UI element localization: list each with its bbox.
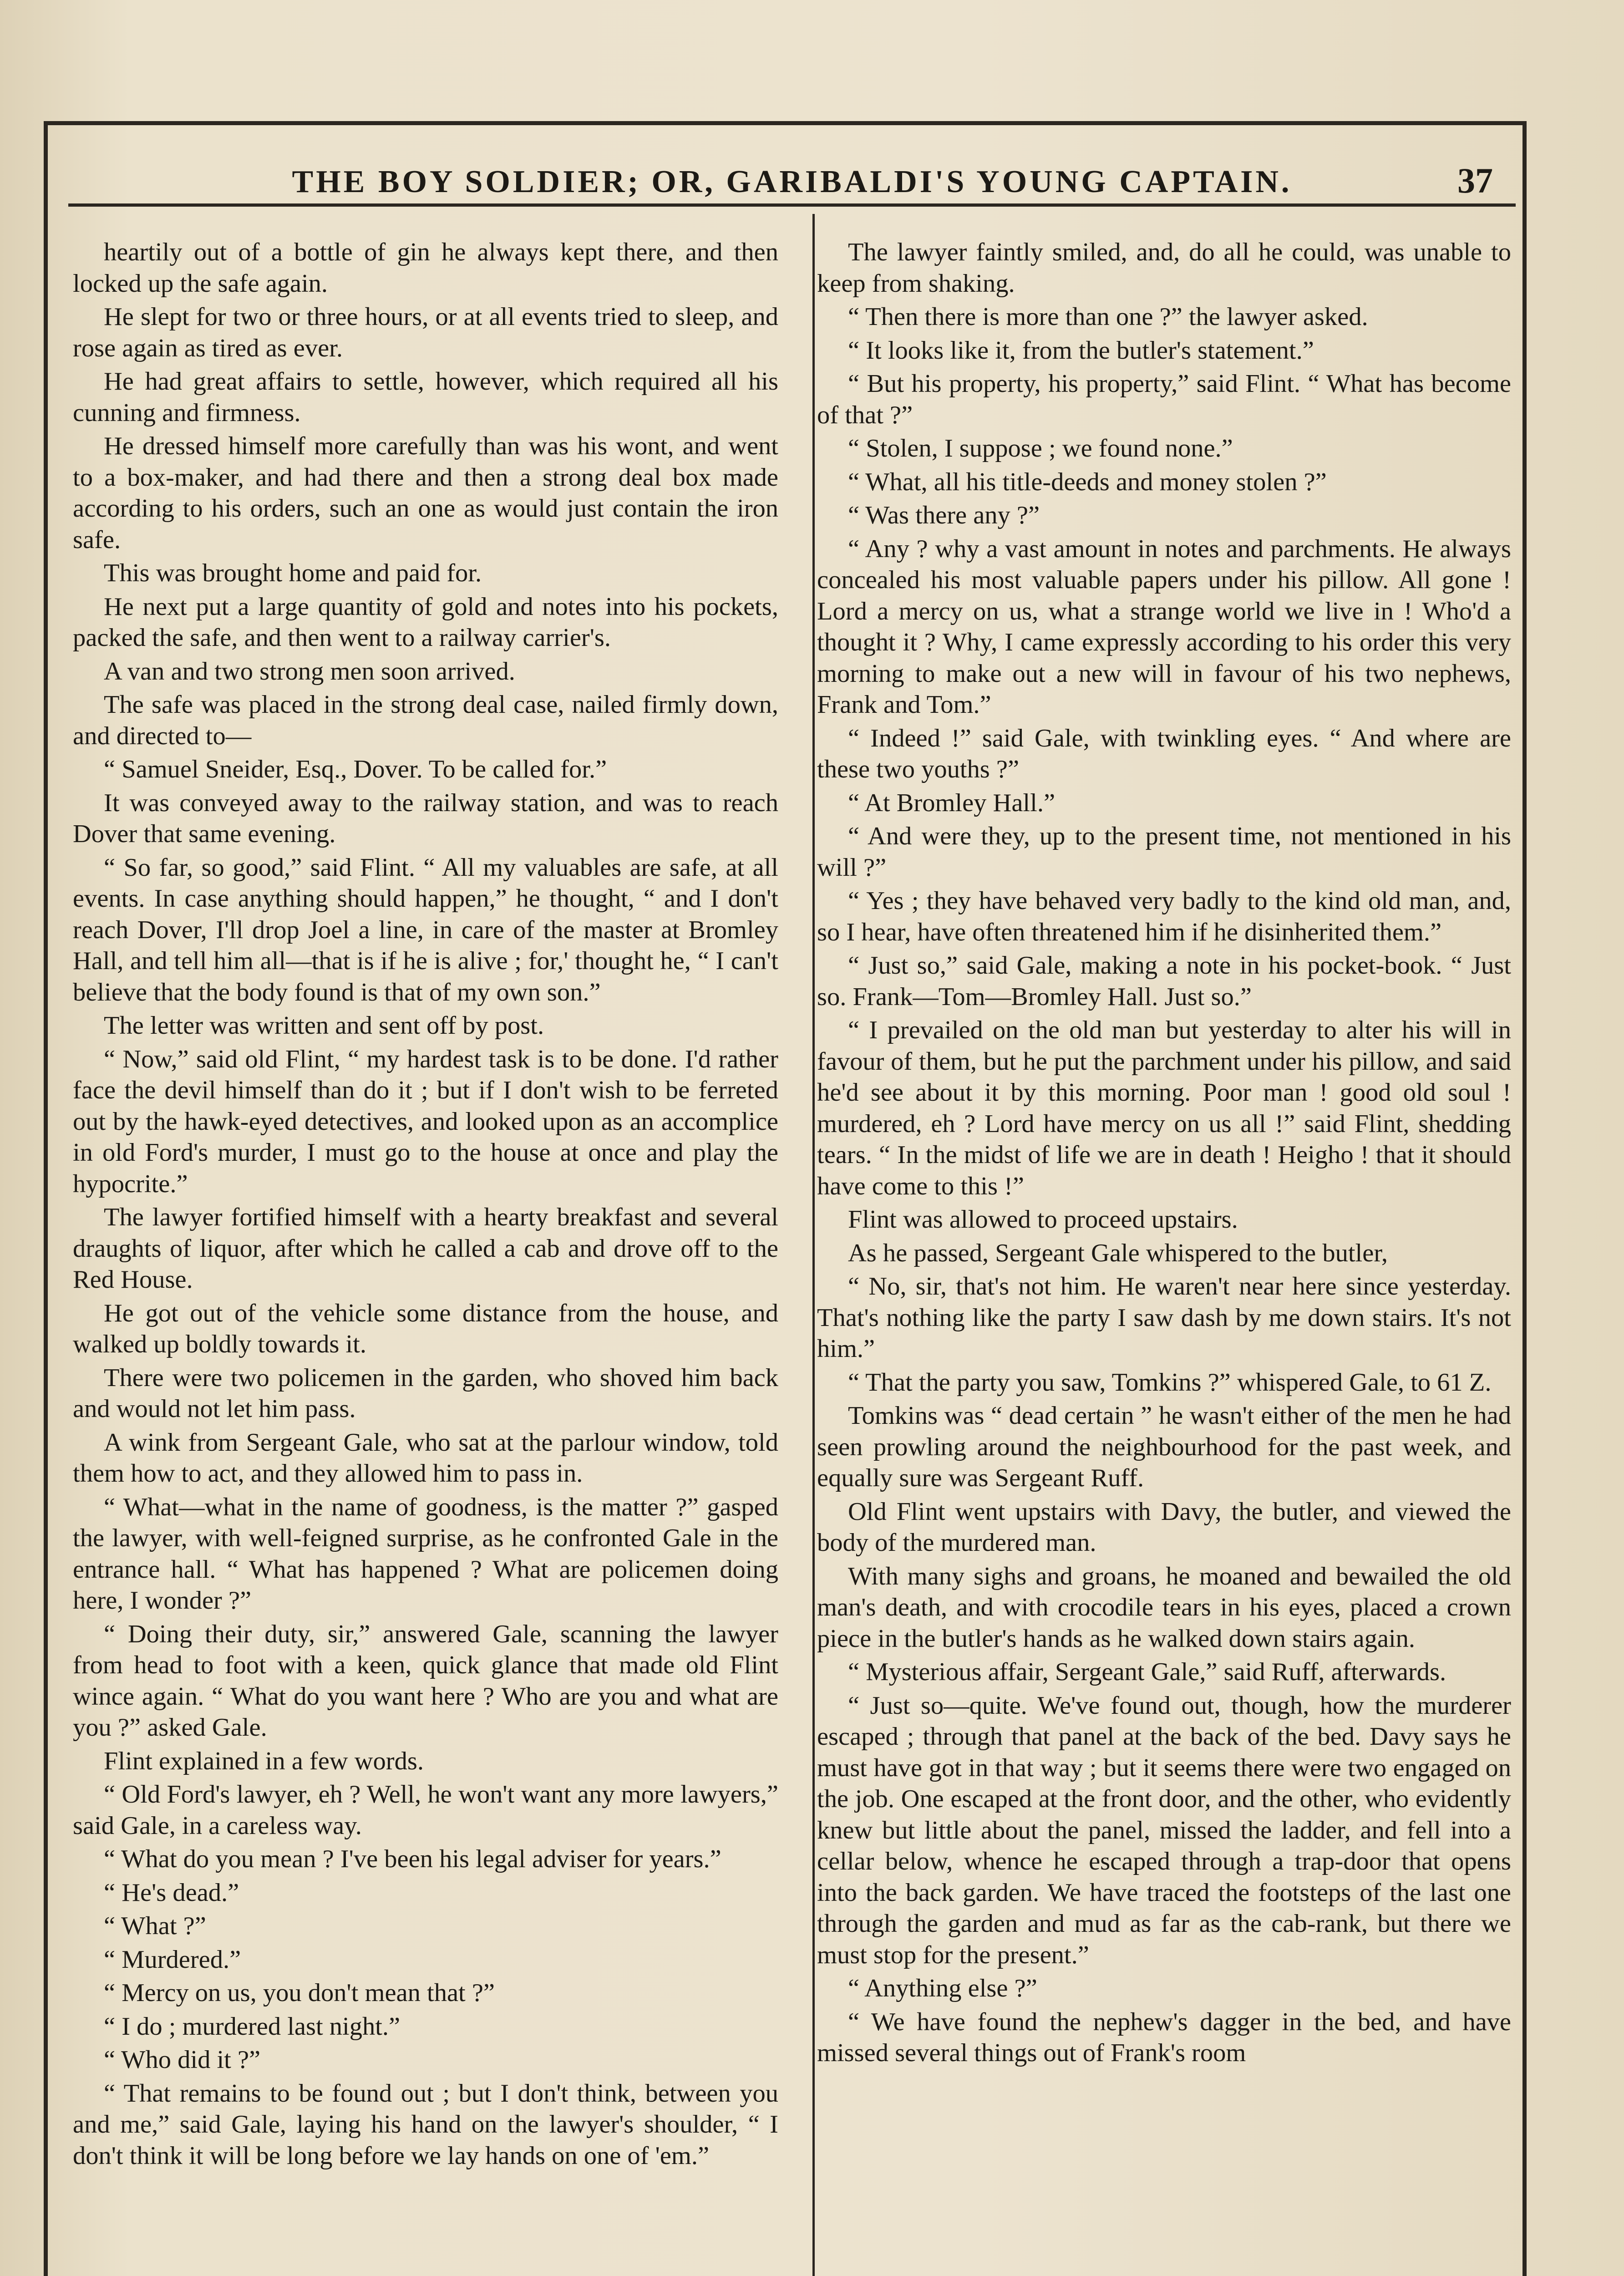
paragraph: “ No, sir, that's not him. He waren't near here since yesterday. That's nothing like the party I saw dash by me down stairs. It's not him.” [817, 1272, 1511, 1363]
paragraph: “ Old Ford's lawyer, eh ? Well, he won't want any more lawyers,” said Gale, in a careless way. [73, 1780, 778, 1840]
paragraph: “ Just so—quite. We've found out, though, how the murderer escaped ; through that panel at the back of the bed. Davy says he must have got in that way ; but it seems there were two engaged on the job. One escaped at the front door, and the other, who evidently knew but little about the panel, missed the ladder, and fell into a cellar below, whence he escaped through a trap-door that opens into the back garden. We have traced the footsteps of the last one through the garden and mud as far as the cab-rank, but there we must stop for the present.” [817, 1691, 1511, 1969]
paragraph: The lawyer fortified himself with a hearty breakfast and several draughts of liquor, after which he called a cab and drove off to the Red House. [73, 1203, 778, 1294]
paragraph: “ And were they, up to the present time, not mentioned in his will ?” [817, 822, 1511, 882]
paragraph: “ Then there is more than one ?” the lawyer asked. [848, 303, 1368, 331]
paragraph: He next put a large quantity of gold and notes into his pockets, packed the safe, and then went to a railway carrier's. [73, 592, 778, 652]
paragraph: “ We have found the nephew's dagger in the bed, and have missed several things out of Frank's room [817, 2007, 1511, 2067]
paragraph: He dressed himself more carefully than was his wont, and went to a box-maker, and had there and then a strong deal box made according to his orders, such an one as would just contain the iron safe. [73, 432, 778, 554]
paragraph: Tomkins was “ dead certain ” he wasn't either of the men he had seen prowling around the neighbourhood for the past week, and equally sure was Sergeant Ruff. [817, 1402, 1511, 1492]
paragraph: “ That the party you saw, Tomkins ?” whispered Gale, to 61 Z. [848, 1368, 1492, 1397]
paragraph: A wink from Sergeant Gale, who sat at the parlour window, told them how to act, and they allowed him to pass in. [73, 1428, 778, 1488]
paragraph: “ It looks like it, from the butler's statement.” [848, 336, 1314, 365]
paragraph: The lawyer faintly smiled, and, do all he could, was unable to keep from shaking. [817, 238, 1511, 298]
paragraph: heartily out of a bottle of gin he always kept there, and then locked up the safe again. [73, 238, 778, 298]
paragraph: “ Yes ; they have behaved very badly to the kind old man, and, so I hear, have often threatened him if he disinherited them.” [817, 887, 1511, 946]
paragraph: It was conveyed away to the railway station, and was to reach Dover that same evening. [73, 788, 778, 848]
paragraph: “ But his property, his property,” said Flint. “ What has become of that ?” [817, 370, 1511, 429]
paragraph: “ Was there any ?” [848, 501, 1040, 529]
page-number: 37 [1457, 161, 1493, 200]
header-rule [68, 203, 1516, 207]
paragraph: “ So far, so good,” said Flint. “ All my valuables are safe, at all events. In case anything should happen,” he thought, “ and I don't reach Dover, I'll drop Joel a line, in care of the master at Bromley Hall, and tell him all—that is if he is alive ; for,' thought he, “ I can't believe that the body found is that of my own son.” [73, 853, 778, 1006]
running-title: THE BOY SOLDIER; OR, GARIBALDI'S YOUNG CAPTAIN. [292, 164, 1292, 199]
paragraph: With many sighs and groans, he moaned and bewailed the old man's death, and with crocodile tears in his eyes, placed a crown piece in the butler's hands as he walked down stairs again. [817, 1562, 1511, 1653]
paragraph: “ Just so,” said Gale, making a note in his pocket-book. “ Just so. Frank—Tom—Bromley Hall. Just so.” [817, 951, 1511, 1011]
paragraph: He slept for two or three hours, or at all events tried to sleep, and rose again as tired as ever. [73, 303, 778, 362]
paragraph: As he passed, Sergeant Gale whispered to the butler, [848, 1239, 1388, 1267]
paragraph: “ Mercy on us, you don't mean that ?” [104, 1979, 495, 2007]
paragraph: “ Doing their duty, sir,” answered Gale, scanning the lawyer from head to foot with a keen, quick glance that made old Flint wince again. “ What do you want here ? Who are you and what are you ?” asked Gale. [73, 1620, 778, 1742]
paragraph: He got out of the vehicle some distance from the house, and walked up boldly towards it. [73, 1299, 778, 1358]
paragraph: He had great affairs to settle, however, which required all his cunning and firmness. [73, 367, 778, 427]
paragraph: “ I do ; murdered last night.” [104, 2012, 401, 2041]
paragraph: “ I prevailed on the old man but yesterday to alter his will in favour of them, but he put the parchment under his pillow, and said he'd see about it by this morning. Poor man ! good old soul ! murdered, eh ? Lord have mercy on us all !” said Flint, shedding tears. “ In the midst of life we are in death ! Heigho ! that it should have come to this !” [817, 1016, 1511, 1200]
paragraph: “ He's dead.” [104, 1878, 239, 1907]
paragraph: Flint explained in a few words. [104, 1747, 424, 1775]
paragraph: “ At Bromley Hall.” [848, 788, 1056, 817]
paragraph: Old Flint went upstairs with Davy, the butler, and viewed the body of the murdered man. [817, 1497, 1511, 1557]
paragraph: “ What ?” [104, 1912, 206, 1940]
paragraph: “ What—what in the name of goodness, is the matter ?” gasped the lawyer, with well-feigned surprise, as he confronted Gale in the entrance hall. “ What has happened ? What are policemen doing here, I wonder ?” [73, 1493, 778, 1615]
paragraph: There were two policemen in the garden, who shoved him back and would not let him pass. [73, 1363, 778, 1423]
paragraph: A van and two strong men soon arrived. [104, 657, 515, 686]
paragraph: “ Who did it ?” [104, 2046, 261, 2074]
paragraph: “ Any ? why a vast amount in notes and parchments. He always concealed his most valuable papers under his pillow. All gone ! Lord a mercy on us, what a strange world we live in ! Who'd a thought it ? Why, I came expressly according to his order this very morning to make out a new will in favour of his two nephews, Frank and Tom.” [817, 534, 1511, 719]
paragraph: “ Anything else ?” [848, 1974, 1037, 2002]
paragraph: “ What, all his title-deeds and money stolen ?” [848, 467, 1327, 496]
paragraph: This was brought home and paid for. [104, 559, 482, 587]
paragraph: “ Indeed !” said Gale, with twinkling eyes. “ And where are these two youths ?” [817, 724, 1511, 783]
paragraph: The letter was written and sent off by post. [104, 1011, 544, 1040]
paragraph: “ Stolen, I suppose ; we found none.” [848, 434, 1233, 462]
paragraph: The safe was placed in the strong deal case, nailed firmly down, and directed to— [73, 691, 778, 750]
column-divider [812, 214, 815, 2276]
paragraph: “ What do you mean ? I've been his legal adviser for years.” [104, 1845, 721, 1873]
right-column [817, 237, 1511, 2276]
paragraph: “ Samuel Sneider, Esq., Dover. To be called for.” [104, 755, 607, 783]
left-column [73, 237, 778, 2276]
paragraph: “ Now,” said old Flint, “ my hardest task is to be done. I'd rather face the devil himself than do it ; but if I don't wish to be ferreted out by the hawk-eyed detectives, and looked upon as an accomplice in old Ford's murder, I must go to the house at once and play the hypocrite.” [73, 1045, 778, 1198]
paragraph: “ Mysterious affair, Sergeant Gale,” said Ruff, afterwards. [848, 1658, 1446, 1686]
paragraph: “ Murdered.” [104, 1945, 241, 1974]
paragraph: Flint was allowed to proceed upstairs. [848, 1205, 1238, 1234]
paragraph: “ That remains to be found out ; but I don't think, between you and me,” said Gale, laying his hand on the lawyer's shoulder, “ I don't think it will be long before we lay hands on one of 'em.” [73, 2079, 778, 2170]
